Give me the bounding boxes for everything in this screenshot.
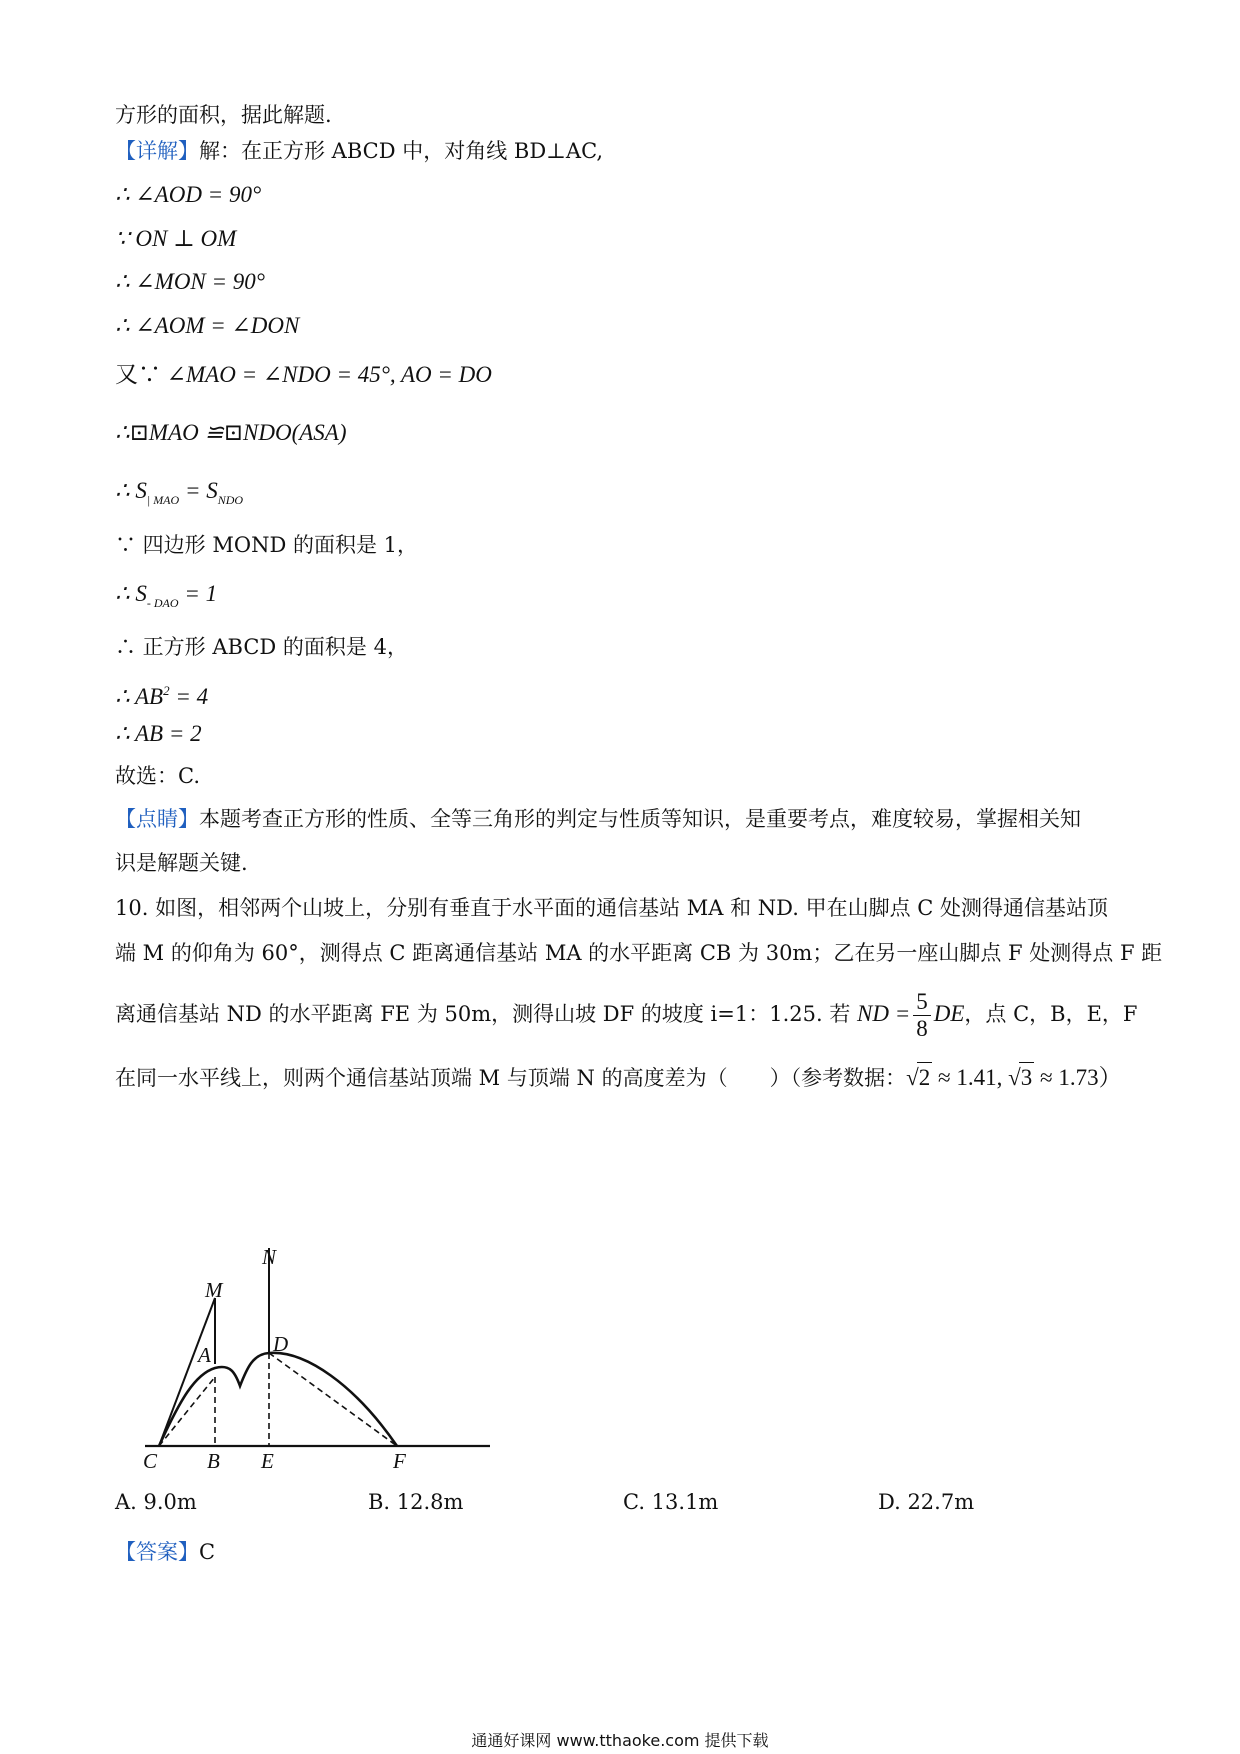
math-part: = S bbox=[179, 478, 218, 503]
sqrt-radicand: 2 bbox=[917, 1062, 933, 1093]
math-part: ∴ S bbox=[115, 478, 147, 503]
detail-text: 解：在正方形 ABCD 中，对角线 BD⊥AC, bbox=[199, 139, 604, 163]
math-line: ∴⊡MAO ≌⊡NDO(ASA) bbox=[115, 420, 347, 445]
label-c: C bbox=[143, 1449, 158, 1470]
question-text: 在同一水平线上，则两个通信基站顶端 M 与顶端 N 的高度差为（ ）（参考数据： bbox=[115, 1066, 907, 1090]
question-line: 端 M 的仰角为 60°，测得点 C 距离通信基站 MA 的水平距离 CB 为 30m；乙在另一座山脚点 F 处测得点 F 距 bbox=[115, 941, 1163, 965]
math-line bbox=[115, 476, 243, 515]
math-part: DE bbox=[933, 1001, 965, 1026]
text-line: ∴ 正方形 ABCD 的面积是 4， bbox=[115, 635, 408, 659]
label-m: M bbox=[205, 1278, 223, 1302]
math-line: ∴ ∠AOD = 90° bbox=[115, 182, 262, 207]
detail-tag: 【详解】 bbox=[115, 139, 199, 163]
text-line: 识是解题关键. bbox=[115, 851, 248, 875]
detail-line bbox=[115, 136, 603, 166]
option-d[interactable]: D. 22.7m bbox=[878, 1490, 975, 1514]
math-expr: ∠MAO = ∠NDO = 45°, AO = DO bbox=[166, 362, 492, 387]
page-footer: 通通好课网 www.tthaoke.com 提供下载 bbox=[471, 1731, 769, 1750]
question-text: ，点 C，B，E，F bbox=[964, 1002, 1138, 1026]
label-e: E bbox=[261, 1449, 274, 1470]
option-b[interactable]: B. 12.8m bbox=[368, 1490, 464, 1514]
text-line: ∵ 四边形 MOND 的面积是 1， bbox=[115, 533, 418, 557]
label-d: D bbox=[273, 1332, 289, 1356]
math-part: ∴ S bbox=[115, 581, 147, 606]
label-b: B bbox=[207, 1449, 220, 1470]
math-line: ∴ ∠MON = 90° bbox=[115, 269, 265, 294]
sqrt-radicand: 3 bbox=[1019, 1062, 1035, 1093]
math-subscript: | MAO bbox=[146, 493, 180, 507]
comment-tag: 【点睛】 bbox=[115, 807, 199, 831]
label-f: F bbox=[393, 1449, 406, 1470]
question-text: 离通信基站 ND 的水平距离 FE 为 50m，测得山坡 DF 的坡度 i=1：1.25. 若 bbox=[115, 1002, 858, 1026]
math-prefix: 又∵ bbox=[115, 362, 167, 387]
question-line bbox=[115, 1062, 1122, 1093]
question-line bbox=[115, 984, 1138, 1044]
math-part: ≈ 1.41, √ bbox=[932, 1065, 1021, 1090]
fraction-denominator: 8 bbox=[916, 1016, 928, 1041]
mountain-curve bbox=[159, 1353, 397, 1446]
answer-tag: 【答案】 bbox=[115, 1540, 199, 1564]
slope-df bbox=[269, 1353, 397, 1446]
answer-value: C bbox=[199, 1540, 216, 1564]
math-part: ≈ 1.73） bbox=[1034, 1065, 1122, 1090]
label-a: A bbox=[198, 1343, 211, 1367]
math-superscript: 2 bbox=[163, 683, 170, 698]
math-part: ∴ AB bbox=[115, 684, 164, 709]
sqrt-sign: √ bbox=[906, 1065, 919, 1090]
math-subscript: - DAO bbox=[146, 596, 179, 610]
math-part: = 4 bbox=[169, 684, 209, 709]
question-line: 10. 如图，相邻两个山坡上，分别有垂直于水平面的通信基站 MA 和 ND. 甲在山脚点 C 处测得通信基站顶 bbox=[115, 896, 1108, 920]
math-part: = 1 bbox=[178, 581, 218, 606]
mountain-figure bbox=[135, 1240, 505, 1470]
math-subscript: NDO bbox=[217, 493, 244, 507]
math-line bbox=[115, 676, 208, 712]
option-a[interactable]: A. 9.0m bbox=[115, 1490, 197, 1514]
fraction-numerator: 5 bbox=[913, 989, 931, 1016]
option-c[interactable]: C. 13.1m bbox=[623, 1490, 719, 1514]
math-part: ND = bbox=[857, 1001, 911, 1026]
math-line: ∴ ∠AOM = ∠DON bbox=[115, 313, 300, 338]
math-line bbox=[115, 360, 492, 390]
label-n: N bbox=[262, 1245, 277, 1269]
slope-ca bbox=[159, 1377, 215, 1446]
math-line: ∴ AB = 2 bbox=[115, 721, 202, 746]
answer-line bbox=[115, 1537, 215, 1567]
math-line bbox=[115, 579, 217, 618]
comment-text: 本题考查正方形的性质、全等三角形的判定与性质等知识，是重要考点，难度较易，掌握相关知 bbox=[199, 807, 1081, 831]
comment-line bbox=[115, 804, 1081, 834]
text-line: 故选：C. bbox=[115, 764, 200, 788]
fraction bbox=[913, 989, 931, 1042]
text-line: 方形的面积，据此解题. bbox=[115, 103, 332, 127]
math-line: ∵ ON ⊥ OM bbox=[115, 226, 237, 251]
